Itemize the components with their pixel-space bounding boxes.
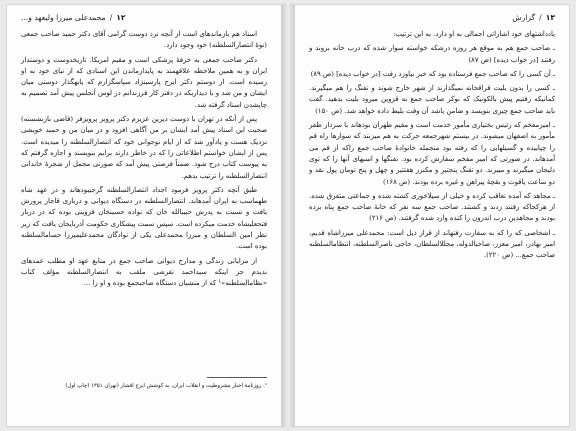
footnote: ¹. روزنامهٔ اخبار مشروطیت و انقلاب ایران، به کوشش ایرج افشار (تهران ۱۳۵۱ (چاپ اول) (65, 383, 267, 389)
quote-item: ـ صاحب جمع هم به موقع هر روزه درشکه خواسته سوار شده که درب خانه بروند و رفتند [در خواب دیده] (ص ۸۷) (309, 44, 555, 64)
quote-item: ـ مجاهد که آمده تعاقب کرده و خیلی از سیلاخوری کشته شده و جماعتی متفرق شده. از هرکجاکه رفتند زدند و کشتند. صاحب جمع سه نفر که خانهٔ صاحب جمع پناه برده بودند و مجاهدین درب اندرون را کنده وارد شده گرفتند. (ص ۲۱۶) (309, 191, 555, 223)
page-number: ۱۳ (545, 13, 555, 22)
quote-item: ـ آن کسی را که صاحب جمع فرستاده بود که خبر بیاورد رفت [در خواب دیده] (ص ۸۹) (310, 69, 555, 78)
paragraph: پس از آنکه در تهران با دوست دیرین عزیزم دکتر پرویز پرویزفر (قاضی بازنشسته) صحبت این اسناد پیش آمد ایشان بر من آگاهی افزود و در میان من و حمید خویشی نزدیک هست و یادآور شد که از ایام نوجوانی خود که انتصارالسلطنه را میدیده است. پس از ایشان خواستم اطلاعاتی را که در خاطر دارند برایم بنویسند و اجازه گرفتم که به پیوست کتاب درج شود. ضمناً فرصتی پیش آمد که صورتی مجمل از شجرهٔ خاندانی انتصارالسلطنه را ترتیب بدهم. (21, 115, 267, 180)
header-separator: / (109, 13, 113, 22)
page-number: ۱۲ (116, 13, 126, 22)
header-separator: / (539, 13, 542, 22)
paragraph: طبق آنچه دکتر پرویز فرمود اجداد انتصارالسلطنه گرجیبودهاند و در عهد شاه طهماسب به ایران آمدهاند. انتصارالسلطنه در دستگاه دیوانی و درباری قاجار پرورش یافت و نسبت به پدرش حبیبالله خان که نواده حسینخان قزوینی بوده که در دربار فتحعلیشاه خدمت میکرده است. سپس سمت پیشکاری حکومت آذربایجان یافت که زیر نظر امین السلطان و میرزا محمدعلی یکی از نوادگان محمدعلیمیرزا حسامالسلطنه بوده است. (21, 185, 267, 251)
quote-item: ـ کسی را بدون بلیت قراقخانه نمیگذارند از شهر خارج شوند و تفنگ را هم میگیرند. کمانیکه رفتیم پیش بالکونیک که نوکر صاحب جمع به قزوین میرود بلیت بدهید. گفت باید صاحب جمع چیزی بنویسد و ضامن باشد آن وقت بلیط داده خواهد شد. (ص ۱۵۰) (309, 84, 555, 115)
quote-item: ـ اشخاصی که را که به سفارت رفتهاند از قرار ذیل است: محمدعلی میرزاشاه قدیم، امیر بهادر، امیر معزز، صاحبالدوله، مجللالسلطان، حاجی ناصرالسلطنه، انتظامالسلطنه صاحب جمع... (ص ۲۲۰). (309, 228, 555, 260)
left-page-body (21, 29, 267, 290)
paragraph: دکتر صاحب جمعی به حرفهٔ پزشکی است و مقیم امریکا. تاریخدوست و دوستدار ایران و به همین ملاحظه علاقهمند به پایدارماندن این اسنادی که از نیای خود به او رسیده است. از دوستم دکتر ایرج پارسینژاد سپاسگزارم که پایهگذار دوستی میان ایشان و من شد و با دیداریکه در دفتر کار فرزندانم در لوس آنجلس پیش آمد تصمیم به چاپشدن اسناد گرفته شد. (21, 55, 267, 109)
paragraph: یادداشتهای خود اشاراتی اجمالی به او دارد. به این ترتیب: (393, 30, 555, 38)
paragraph: از مزایاتی زندگی و مدارج دیوانی صاحب جمع در منابع عهد او مطلب عمدهای ندیدم جز اینکه سیداحمد تفرشی ملقب به انتصارالسلطنه مؤلف کتاب «نظامالسلطنه»¹ که از منشیان دستگاه صاحبجمع بوده و او را ... (21, 256, 267, 288)
right-page-body (309, 29, 555, 262)
left-page (6, 4, 282, 427)
right-page (294, 4, 570, 427)
quote-item: ـ امیرمفخم که رئیس بختیاری مأمور خدمت است و مقیم طهران بودهاند با سردار ظفر مأمور به اصفهان میشوند. در بیستم شهرجمعه حرکت به هم میزنند که سوارها راه قم را چپاییده و گسیلهایی را که رفته بود منجمله خانوادهٔ صاحب جمع راکه از قم می آمدهاند. در صورتی که امیر مفخم سفارش کرده بود. تفنگها و اسبهای آنها را که توی دلیجان میگیرند و میبرند. دو تفنگ پنجتیر و مکنرز هفتتیر و چهل و پنج تومان پول نقد و دو ساعت یاقوت و بقچهٔ پیراهن و غیره برده بودند. (ص ۱۶۸) (309, 121, 555, 186)
running-title: گزارش (512, 13, 536, 22)
book-gutter (282, 4, 294, 427)
right-page-header (309, 13, 555, 23)
left-page-header (21, 13, 267, 23)
footnote-rule (207, 377, 267, 378)
paragraph: اسناد هم بازماندهای است از آنچه نزد دوست گرامی آقای دکتر حمید صاحب جمعی (نوهٔ انتصارالسلطنه) خود وجود دارد. (21, 30, 267, 50)
running-title: محمدعلی میرزا ولیعهد و... (21, 13, 106, 22)
